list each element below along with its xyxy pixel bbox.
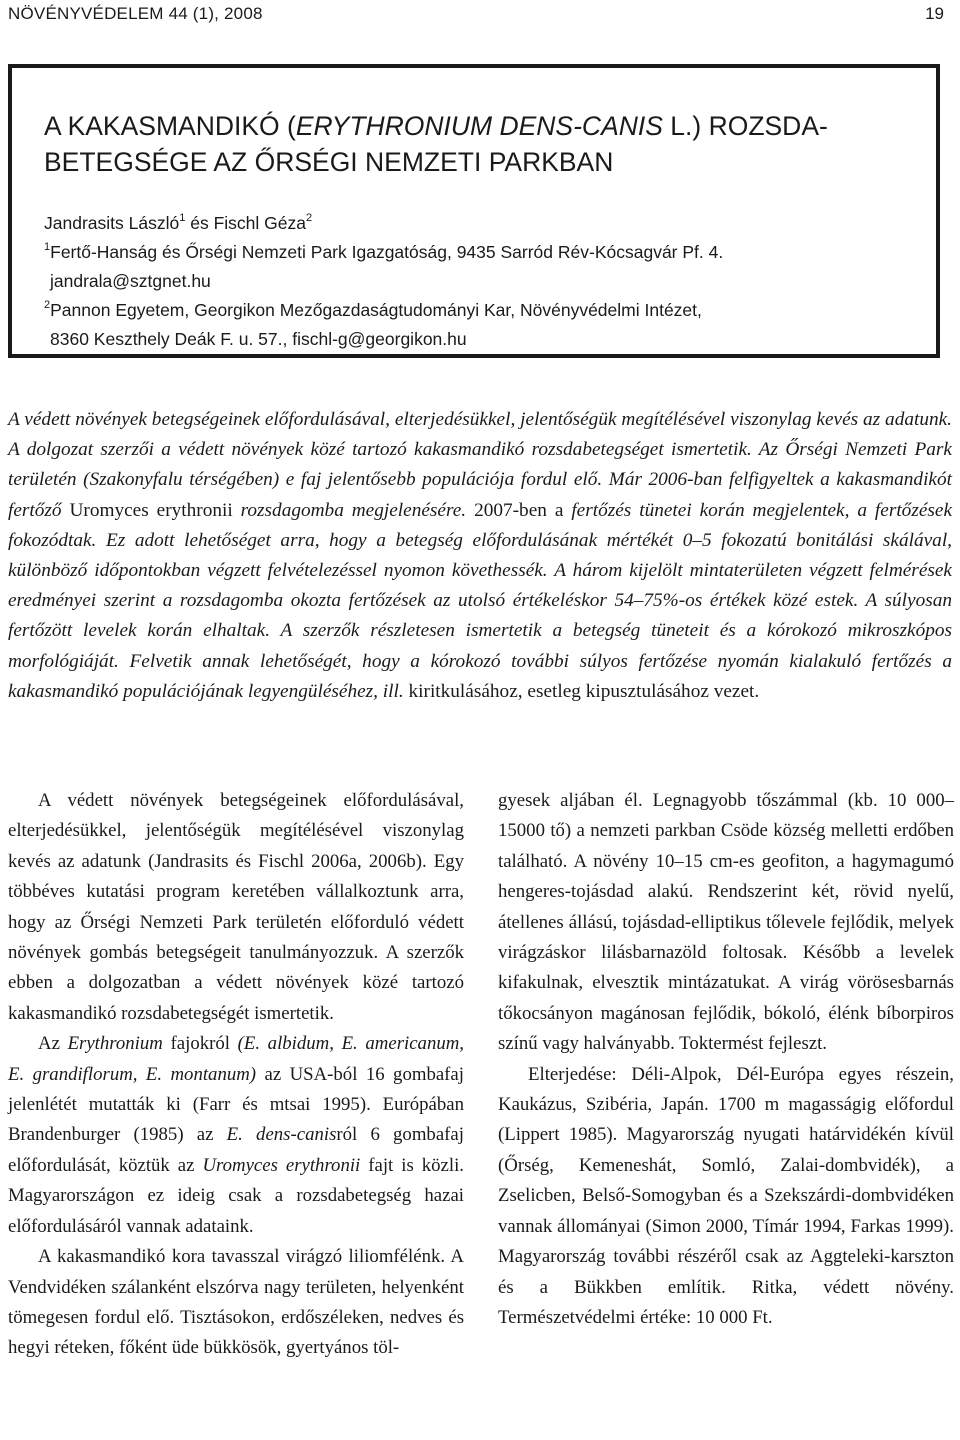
- affiliation-2-address: 8360 Keszthely Deák F. u. 57., fischl-g@georgikon.hu: [50, 329, 467, 349]
- body-column-left: [8, 786, 464, 1364]
- abstract-text-5: kiritkulásához, esetleg kipusztulásához vezet.: [403, 680, 760, 702]
- body-paragraph: Elterjedése: Déli-Alpok, Dél-Európa egyes részein, Kaukázus, Szibéria, Japán. 1700 m magasságig előfordul (Lippert 1985). Magyarország nyugati határvidékén kívül (Őrség, Kemeneshát, Somló, Zalai-dombvidék), a Zselicben, Belső-Somogyban és a Szekszárdi-dombvidéken vannak állományai (Simon 2000, Tímár 1994, Farkas 1999). Magyarország további részéről csak az Aggteleki-karszton és a Bükkben említik. Ritka, védett növény. Természetvédelmi értéke: 10 000 Ft.: [498, 1063, 954, 1328]
- text-run: Az: [38, 1033, 68, 1055]
- affiliation-1-text: Fertő-Hanság és Őrségi Nemzeti Park Igazgatóság, 9435 Sarród Rév-Kócsagvár Pf. 4.: [50, 242, 724, 262]
- text-run: fajt is közli. Magyarországon ez ideig csak a rozsdabetegség hazai előfordulásáról vannak adataink.: [8, 1154, 464, 1237]
- species-name: E. dens-canis: [226, 1124, 337, 1146]
- text-run: az USA-ból 16 gombafaj jelenlétét mutatták ki (Farr és mtsai 1995). Európában Brandenburger (1985) az: [8, 1063, 464, 1146]
- text-run: fajokról: [162, 1033, 238, 1055]
- title-part-1: A KAKASMANDIKÓ (: [44, 111, 296, 141]
- author-1: Jandrasits László: [44, 213, 180, 233]
- body-paragraph: [8, 1029, 464, 1242]
- author-2: Fischl Géza: [213, 213, 306, 233]
- body-paragraph: gyesek aljában él. Legnagyobb tőszámmal (kb. 10 000–15000 tő) a nemzeti parkban Csöde község melletti erdőben található. A növény 10–15 cm-es geofiton, a hagymagumó hengeres-tojásdad alakú. Rendszerint két, rövid nyelű, átellenes állású, tojásdad-elliptikus tőlevele fejlődik, melyek virágzáskor lilásbarnazöld foltosak. Később a levelek kifakulnak, elvesztik mintázatukat. A virág vörösesbarnás tőkocsányon magánosan fejlődik, bókoló, élénk bíborpiros színű vagy halványabb. Toktermést fejleszt.: [498, 790, 954, 1055]
- abstract-text-2: rozsdagomba megjelenésére.: [240, 499, 467, 521]
- running-head: [0, 4, 960, 28]
- page-number: 19: [925, 4, 944, 23]
- affiliation-2-text: Pannon Egyetem, Georgikon Mezőgazdaságtudományi Kar, Növényvédelmi Intézet,: [50, 300, 702, 320]
- author-2-affiliation-mark: 2: [305, 212, 313, 225]
- title-box: [8, 64, 940, 358]
- abstract-species-name: Uromyces erythronii: [61, 499, 241, 521]
- abstract-text-3: 2007-ben a: [466, 499, 572, 521]
- affiliation-2: [44, 296, 924, 324]
- abstract-text-1: A védett növények betegségeinek előfordulásával, elterjedésükkel, jelentőségük megítélésével viszonylag kevés az adatunk. A dolgozat szerzői a védett növények közé tartozó kakasmandikó rozsdabetegséget ismertetik. Az Őrségi Nemzeti Park területén (Szakonyfalu térségében) e faj jelentősebb populációja fordul elő. Már 2006-ban felfigyeltek a kakasmandikót fertőző: [8, 409, 952, 521]
- abstract: [8, 405, 952, 707]
- author-1-affiliation-mark: 1: [179, 212, 186, 225]
- author-line: [44, 209, 924, 237]
- abstract-text-4: fertőzés tünetei korán megjelentek, a fertőzések fokozódtak. Ez adott lehetőséget arra, hogy a betegség előfordulásának mértékét 0–5 fokozatú bonitálási skálával, különböző időpontokban végzett felvételezéssel nyomon követhessék. A három kijelölt mintaterületen végzett felmérések eredményei szerint a rozsdagomba okozta fertőzések az utolsó értékeléskor 54–75%-os értékek közé estek. A súlyosan fertőzött levelek korán elhaltak. A szerzők részletesen ismertetik a betegség tüneteit és a kórokozó mikroszkópos morfológiáját. Felvetik annak lehetőségét, hogy a kórokozó további súlyos fertőzése nyomán kialakuló fertőzés a kakasmandikó populációjának legyengüléséhez, ill.: [8, 499, 952, 702]
- species-name: Erythronium: [67, 1033, 163, 1055]
- title-part-2: L.) ROZSDA-: [662, 111, 828, 141]
- article-title: [44, 108, 924, 180]
- journal-citation: NÖVÉNYVÉDELEM 44 (1), 2008: [8, 4, 263, 23]
- title-line-2: BETEGSÉGE AZ ŐRSÉGI NEMZETI PARKBAN: [44, 147, 614, 177]
- body-column-right: [498, 786, 954, 1333]
- affiliation-2-mark: 2: [44, 299, 51, 312]
- species-name: Uromyces erythronii: [202, 1154, 361, 1176]
- affiliation-1: [44, 238, 924, 266]
- text-run: ról 6 gombafaj előfordulását, köztük az: [8, 1124, 464, 1176]
- affiliation-1-mark: 1: [44, 241, 51, 254]
- species-list: (E. albidum, E. americanum, E. grandiflorum, E. montanum): [8, 1033, 464, 1085]
- body-paragraph: A kakasmandikó kora tavasszal virágzó liliomfélénk. A Vendvidéken szálanként elszórva nagy területen, helyenként tömegesen fordul elő. Tisztásokon, erdőszéleken, nedves és hegyi réteken, főként üde bükkösök, gyertyános töl-: [8, 1246, 464, 1359]
- author-conjunction: és: [185, 213, 214, 233]
- affiliation-1-email: jandrala@sztgnet.hu: [50, 271, 211, 291]
- body-paragraph: A védett növények betegségeinek előfordulásával, elterjedésükkel, jelentőségük megítélésével viszonylag kevés az adatunk (Jandrasits és Fischl 2006a, 2006b). Egy többéves kutatási program keretében vállalkoztunk arra, hogy az Őrségi Nemzeti Park területén előforduló védett növények gombás betegségeit tanulmányozzuk. A szerzők ebben a dolgozatban a védett növények közé tartozó kakasmandikó rozsdabetegségét ismertetik.: [8, 790, 464, 1024]
- title-latin-name: ERYTHRONIUM DENS-CANIS: [295, 111, 663, 141]
